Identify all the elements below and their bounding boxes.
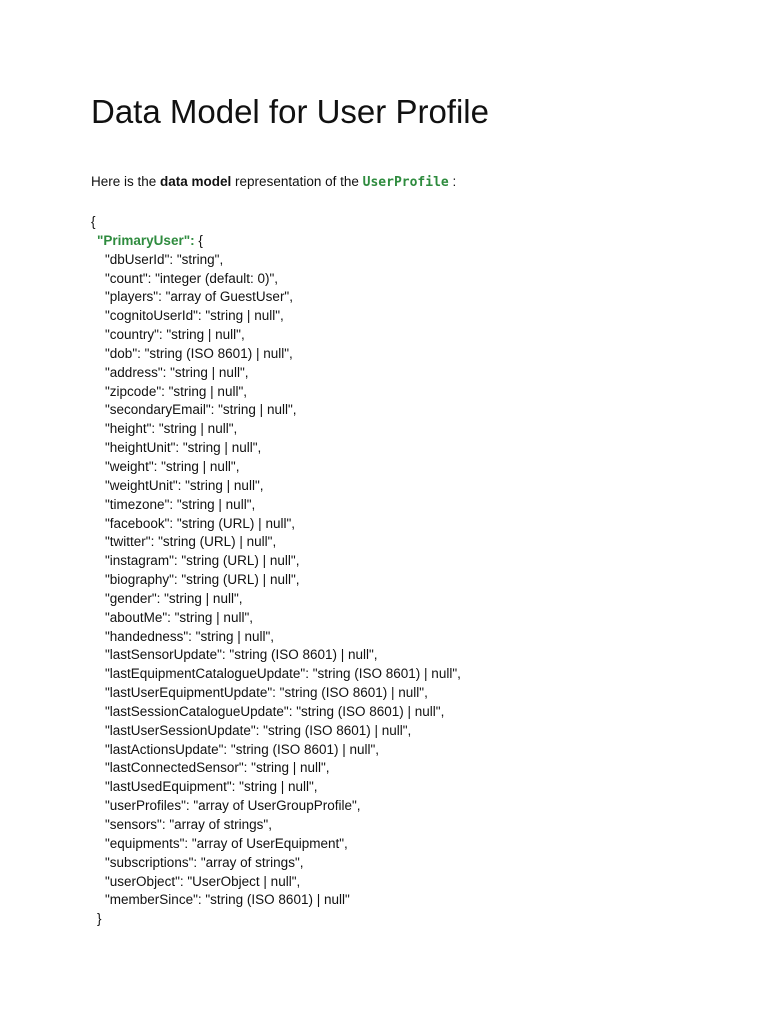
json-field-line: "handedness": "string | null", xyxy=(105,628,275,644)
json-field-line: "lastUserEquipmentUpdate": "string (ISO 8601) | null", xyxy=(105,685,428,701)
json-primary-user-key: "PrimaryUser": xyxy=(97,232,195,248)
inline-code-userprofile: UserProfile xyxy=(362,175,449,190)
json-primary-user-line xyxy=(91,232,461,251)
json-close-inner-brace: } xyxy=(97,911,102,927)
json-field-line: "dbUserId": "string", xyxy=(105,251,224,267)
intro-paragraph xyxy=(91,173,456,192)
intro-bold-term: data model xyxy=(160,174,232,189)
json-field-line: "timezone": "string | null", xyxy=(105,496,256,512)
json-field-line: "facebook": "string (URL) | null", xyxy=(105,515,295,531)
json-field-line: "instagram": "string (URL) | null", xyxy=(105,553,300,569)
json-field-line: "lastEquipmentCatalogueUpdate": "string (ISO 8601) | null", xyxy=(105,666,461,682)
json-block xyxy=(91,213,461,929)
json-field-line: "equipments": "array of UserEquipment", xyxy=(105,835,348,851)
intro-prefix: Here is the xyxy=(91,174,161,189)
json-field-line: "lastUsedEquipment": "string | null", xyxy=(105,779,318,795)
json-field-line: "lastActionsUpdate": "string (ISO 8601) | null", xyxy=(105,741,380,757)
json-field-line: "lastConnectedSensor": "string | null", xyxy=(105,760,330,776)
json-field-line: "biography": "string (URL) | null", xyxy=(105,572,300,588)
json-field-line: "sensors": "array of strings", xyxy=(105,817,272,832)
json-field-line: "weight": "string | null", xyxy=(105,458,240,474)
json-field-line: "twitter": "string (URL) | null", xyxy=(105,534,277,550)
json-field-line: "gender": "string | null", xyxy=(105,590,243,606)
json-field-line: "count": "integer (default: 0)", xyxy=(105,270,279,286)
intro-middle: representation of the xyxy=(231,174,363,189)
json-field-line: "dob": "string (ISO 8601) | null", xyxy=(105,345,293,361)
json-field-line: "heightUnit": "string | null", xyxy=(105,440,262,456)
json-field-line: "lastSensorUpdate": "string (ISO 8601) | null", xyxy=(105,647,378,663)
json-field-line: "userProfiles": "array of UserGroupProfile", xyxy=(105,798,361,814)
json-open-brace: { xyxy=(91,214,96,229)
json-field-line: "cognitoUserId": "string | null", xyxy=(105,308,284,324)
json-field-line: "subscriptions": "array of strings", xyxy=(105,854,304,870)
json-field-line: "secondaryEmail": "string | null", xyxy=(105,402,297,418)
json-field-line: "players": "array of GuestUser", xyxy=(105,289,293,305)
json-field-line: "memberSince": "string (ISO 8601) | null" xyxy=(105,892,350,908)
json-field-line: "zipcode": "string | null", xyxy=(105,383,247,399)
json-field-line: "aboutMe": "string | null", xyxy=(105,609,253,625)
json-field-line: "lastUserSessionUpdate": "string (ISO 8601) | null", xyxy=(105,722,412,738)
json-fields xyxy=(91,251,461,911)
json-field-line: "userObject": "UserObject | null", xyxy=(105,873,301,889)
intro-suffix: : xyxy=(448,174,457,189)
json-field-line: "lastSessionCatalogueUpdate": "string (ISO 8601) | null", xyxy=(105,703,445,719)
json-field-line: "weightUnit": "string | null", xyxy=(105,477,264,493)
page-title: Data Model for User Profile xyxy=(91,93,489,130)
json-primary-open-brace: { xyxy=(194,232,203,248)
json-field-line: "height": "string | null", xyxy=(105,421,238,437)
json-field-line: "country": "string | null", xyxy=(105,327,245,343)
json-field-line: "address": "string | null", xyxy=(105,364,249,380)
